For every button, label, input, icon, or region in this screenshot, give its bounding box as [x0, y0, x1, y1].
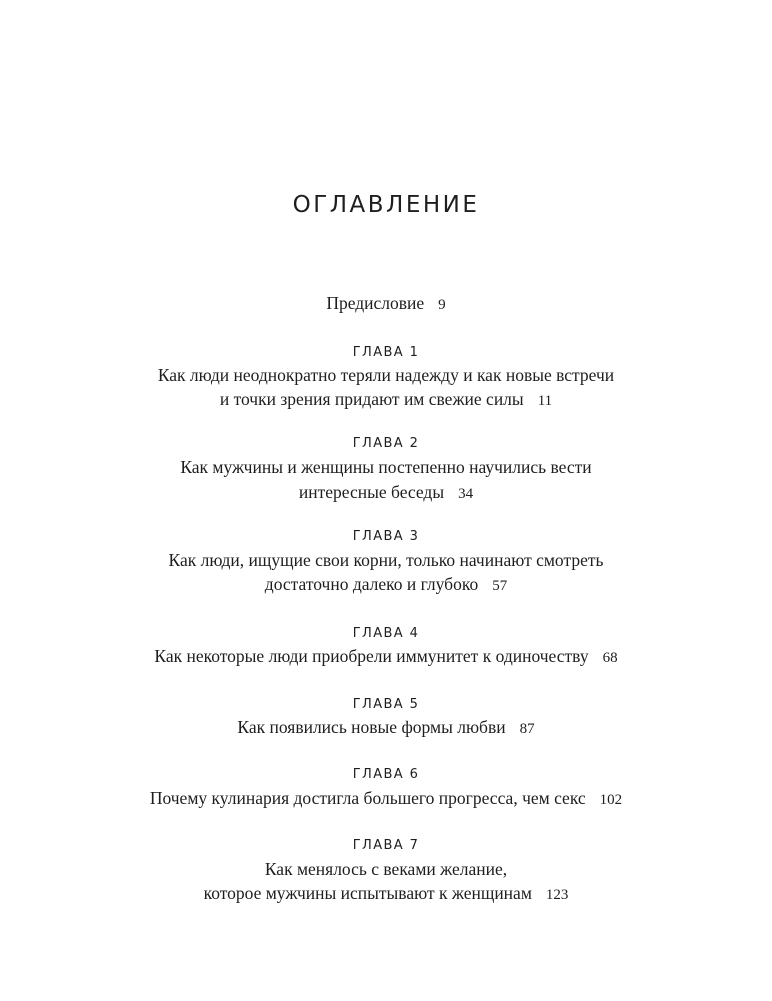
- page-number: 11: [537, 393, 553, 409]
- page-number: 34: [458, 486, 474, 502]
- entry-title: Как люди неоднократно теряли надежду и как новые встречи: [157, 365, 615, 385]
- chapter-label-5: ГЛАВА 5: [352, 697, 420, 712]
- entry-title: Почему кулинария достигла большего прогресса, чем секс: [149, 788, 586, 808]
- page-number: 123: [545, 887, 569, 903]
- entry-title: Как люди, ищущие свои корни, только начинают смотреть: [168, 550, 604, 570]
- entry-title: достаточно далеко и глубоко: [264, 574, 479, 594]
- chapter-label-3: ГЛАВА 3: [352, 529, 420, 544]
- toc-entry-line: [0, 786, 772, 812]
- page-number: 68: [602, 650, 618, 666]
- chapter-label-4: ГЛАВА 4: [352, 626, 420, 641]
- page-number: 87: [519, 721, 535, 737]
- entry-title: Как мужчины и женщины постепенно научились вести: [180, 457, 592, 477]
- toc-entry-line: [0, 455, 772, 479]
- toc-title: ОГЛАВЛЕНИЕ: [292, 192, 480, 218]
- toc-entry-line: [0, 644, 772, 670]
- toc-entry-line: [0, 363, 772, 387]
- entry-title: Предисловие: [326, 293, 425, 313]
- toc-entry-line: [0, 715, 772, 741]
- chapter-label-2: ГЛАВА 2: [352, 436, 420, 451]
- entry-title: которое мужчины испытывают к женщинам: [203, 883, 532, 903]
- toc-entry-line: [0, 857, 772, 881]
- page-number: 57: [492, 578, 508, 594]
- page-number: 102: [599, 792, 623, 808]
- toc-entry-line: [0, 548, 772, 572]
- chapter-label-6: ГЛАВА 6: [352, 767, 420, 782]
- toc-entry-line: [0, 480, 772, 506]
- toc-entry-line: [0, 572, 772, 598]
- entry-title: интересные беседы: [298, 482, 445, 502]
- entry-title: Как появились новые формы любви: [237, 717, 506, 737]
- chapter-label-1: ГЛАВА 1: [352, 345, 420, 360]
- toc-entry-preface: [0, 291, 772, 317]
- toc-entry-line: [0, 387, 772, 413]
- toc-entry-line: [0, 881, 772, 907]
- entry-title: и точки зрения придают им свежие силы: [219, 389, 524, 409]
- page-number: 9: [438, 297, 446, 313]
- chapter-label-7: ГЛАВА 7: [352, 838, 420, 853]
- entry-title: Как менялось с веками желание,: [264, 859, 508, 879]
- entry-title: Как некоторые люди приобрели иммунитет к одиночеству: [154, 646, 589, 666]
